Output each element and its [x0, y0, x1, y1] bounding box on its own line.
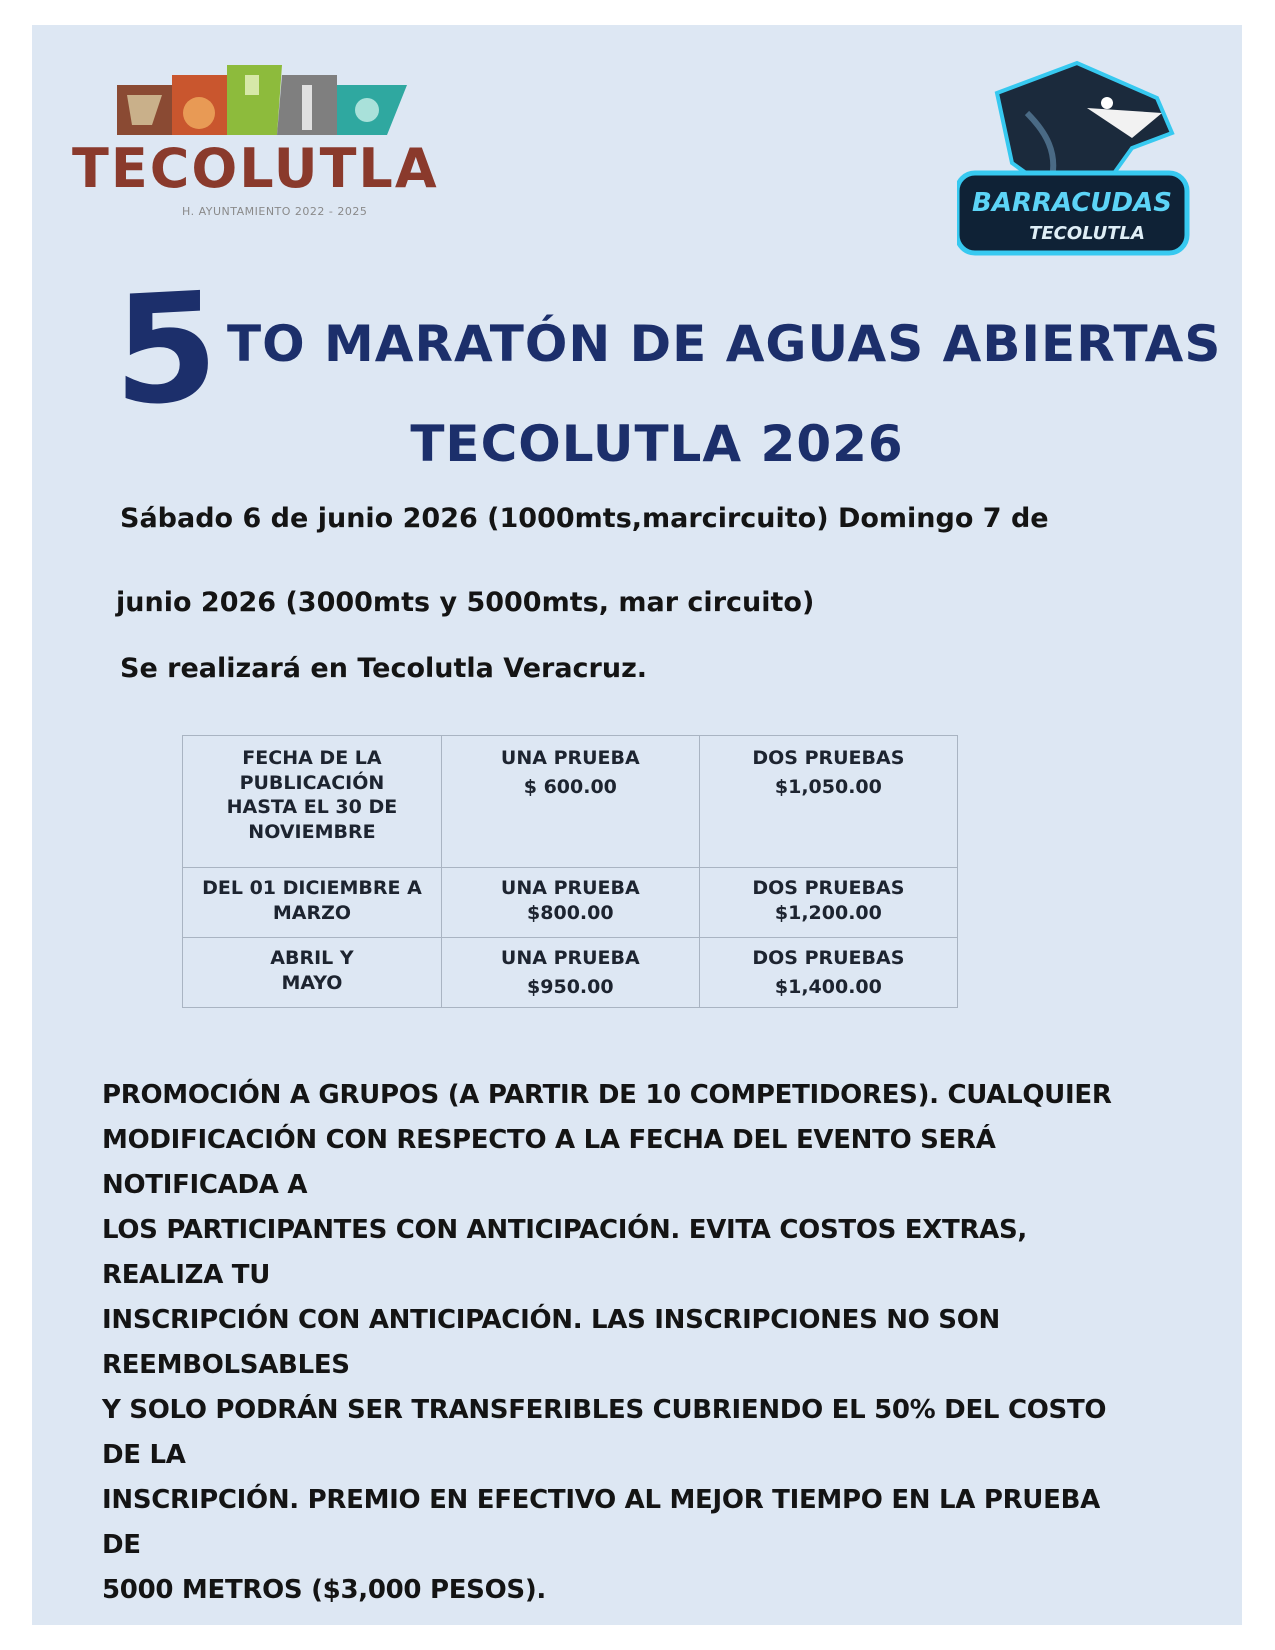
two-event-price-cell: DOS PRUEBAS $1,400.00	[699, 938, 957, 1008]
promo-line: MODIFICACIÓN CON RESPECTO A LA FECHA DEL EVENTO SERÁ NOTIFICADA A	[102, 1125, 996, 1200]
event-date-line2: junio 2026 (3000mts y 5000mts, mar circuito)	[116, 587, 815, 618]
event-title-line1: TO MARATÓN DE AGUAS ABIERTAS	[227, 315, 1222, 373]
event-title-line2: TECOLUTLA 2026	[410, 415, 904, 473]
tecolutla-logo-word: TECOLUTLA	[72, 137, 439, 200]
one-event-price-cell: UNA PRUEBA $800.00	[441, 868, 699, 938]
period-cell: DEL 01 DICIEMBRE A MARZO	[183, 868, 442, 938]
promo-notice	[102, 1073, 1112, 1613]
promo-line: PROMOCIÓN A GRUPOS (A PARTIR DE 10 COMPETIDORES). CUALQUIER	[102, 1080, 1112, 1110]
one-event-price-cell: UNA PRUEBA $950.00	[441, 938, 699, 1008]
edition-number: 5	[114, 260, 219, 440]
period-cell: FECHA DE LA PUBLICACIÓN HASTA EL 30 DE NOVIEMBRE	[183, 736, 442, 868]
two-event-price-cell: DOS PRUEBAS $1,050.00	[699, 736, 957, 868]
promo-line: LOS PARTICIPANTES CON ANTICIPACIÓN. EVITA COSTOS EXTRAS, REALIZA TU	[102, 1215, 1027, 1290]
price-table	[182, 735, 958, 1008]
event-date-line1: Sábado 6 de junio 2026 (1000mts,marcircuito) Domingo 7 de	[120, 503, 1049, 534]
promo-line: INSCRIPCIÓN CON ANTICIPACIÓN. LAS INSCRIPCIONES NO SON REEMBOLSABLES	[102, 1305, 1000, 1380]
barracudas-logo	[957, 53, 1197, 263]
flyer-sheet	[32, 25, 1242, 1625]
barracudas-logo-word1: BARRACUDAS	[972, 188, 1172, 218]
period-cell: ABRIL Y MAYO	[183, 938, 442, 1008]
tecolutla-logo	[72, 65, 492, 225]
tecolutla-logo-subtitle: H. AYUNTAMIENTO 2022 - 2025	[182, 205, 368, 218]
two-event-price-cell: DOS PRUEBAS $1,200.00	[699, 868, 957, 938]
promo-line: 5000 METROS ($3,000 PESOS).	[102, 1575, 546, 1605]
table-row	[183, 868, 958, 938]
barracuda-fish-icon	[957, 53, 1197, 263]
table-row	[183, 736, 958, 868]
promo-line: INSCRIPCIÓN. PREMIO EN EFECTIVO AL MEJOR TIEMPO EN LA PRUEBA DE	[102, 1485, 1100, 1560]
event-location: Se realizará en Tecolutla Veracruz.	[120, 653, 648, 684]
table-row	[183, 938, 958, 1008]
one-event-price-cell: UNA PRUEBA $ 600.00	[441, 736, 699, 868]
barracudas-logo-word2: TECOLUTLA	[1029, 223, 1145, 244]
tecolutla-logo-emblem-icon	[117, 65, 417, 145]
promo-line: Y SOLO PODRÁN SER TRANSFERIBLES CUBRIENDO EL 50% DEL COSTO DE LA	[102, 1395, 1107, 1470]
